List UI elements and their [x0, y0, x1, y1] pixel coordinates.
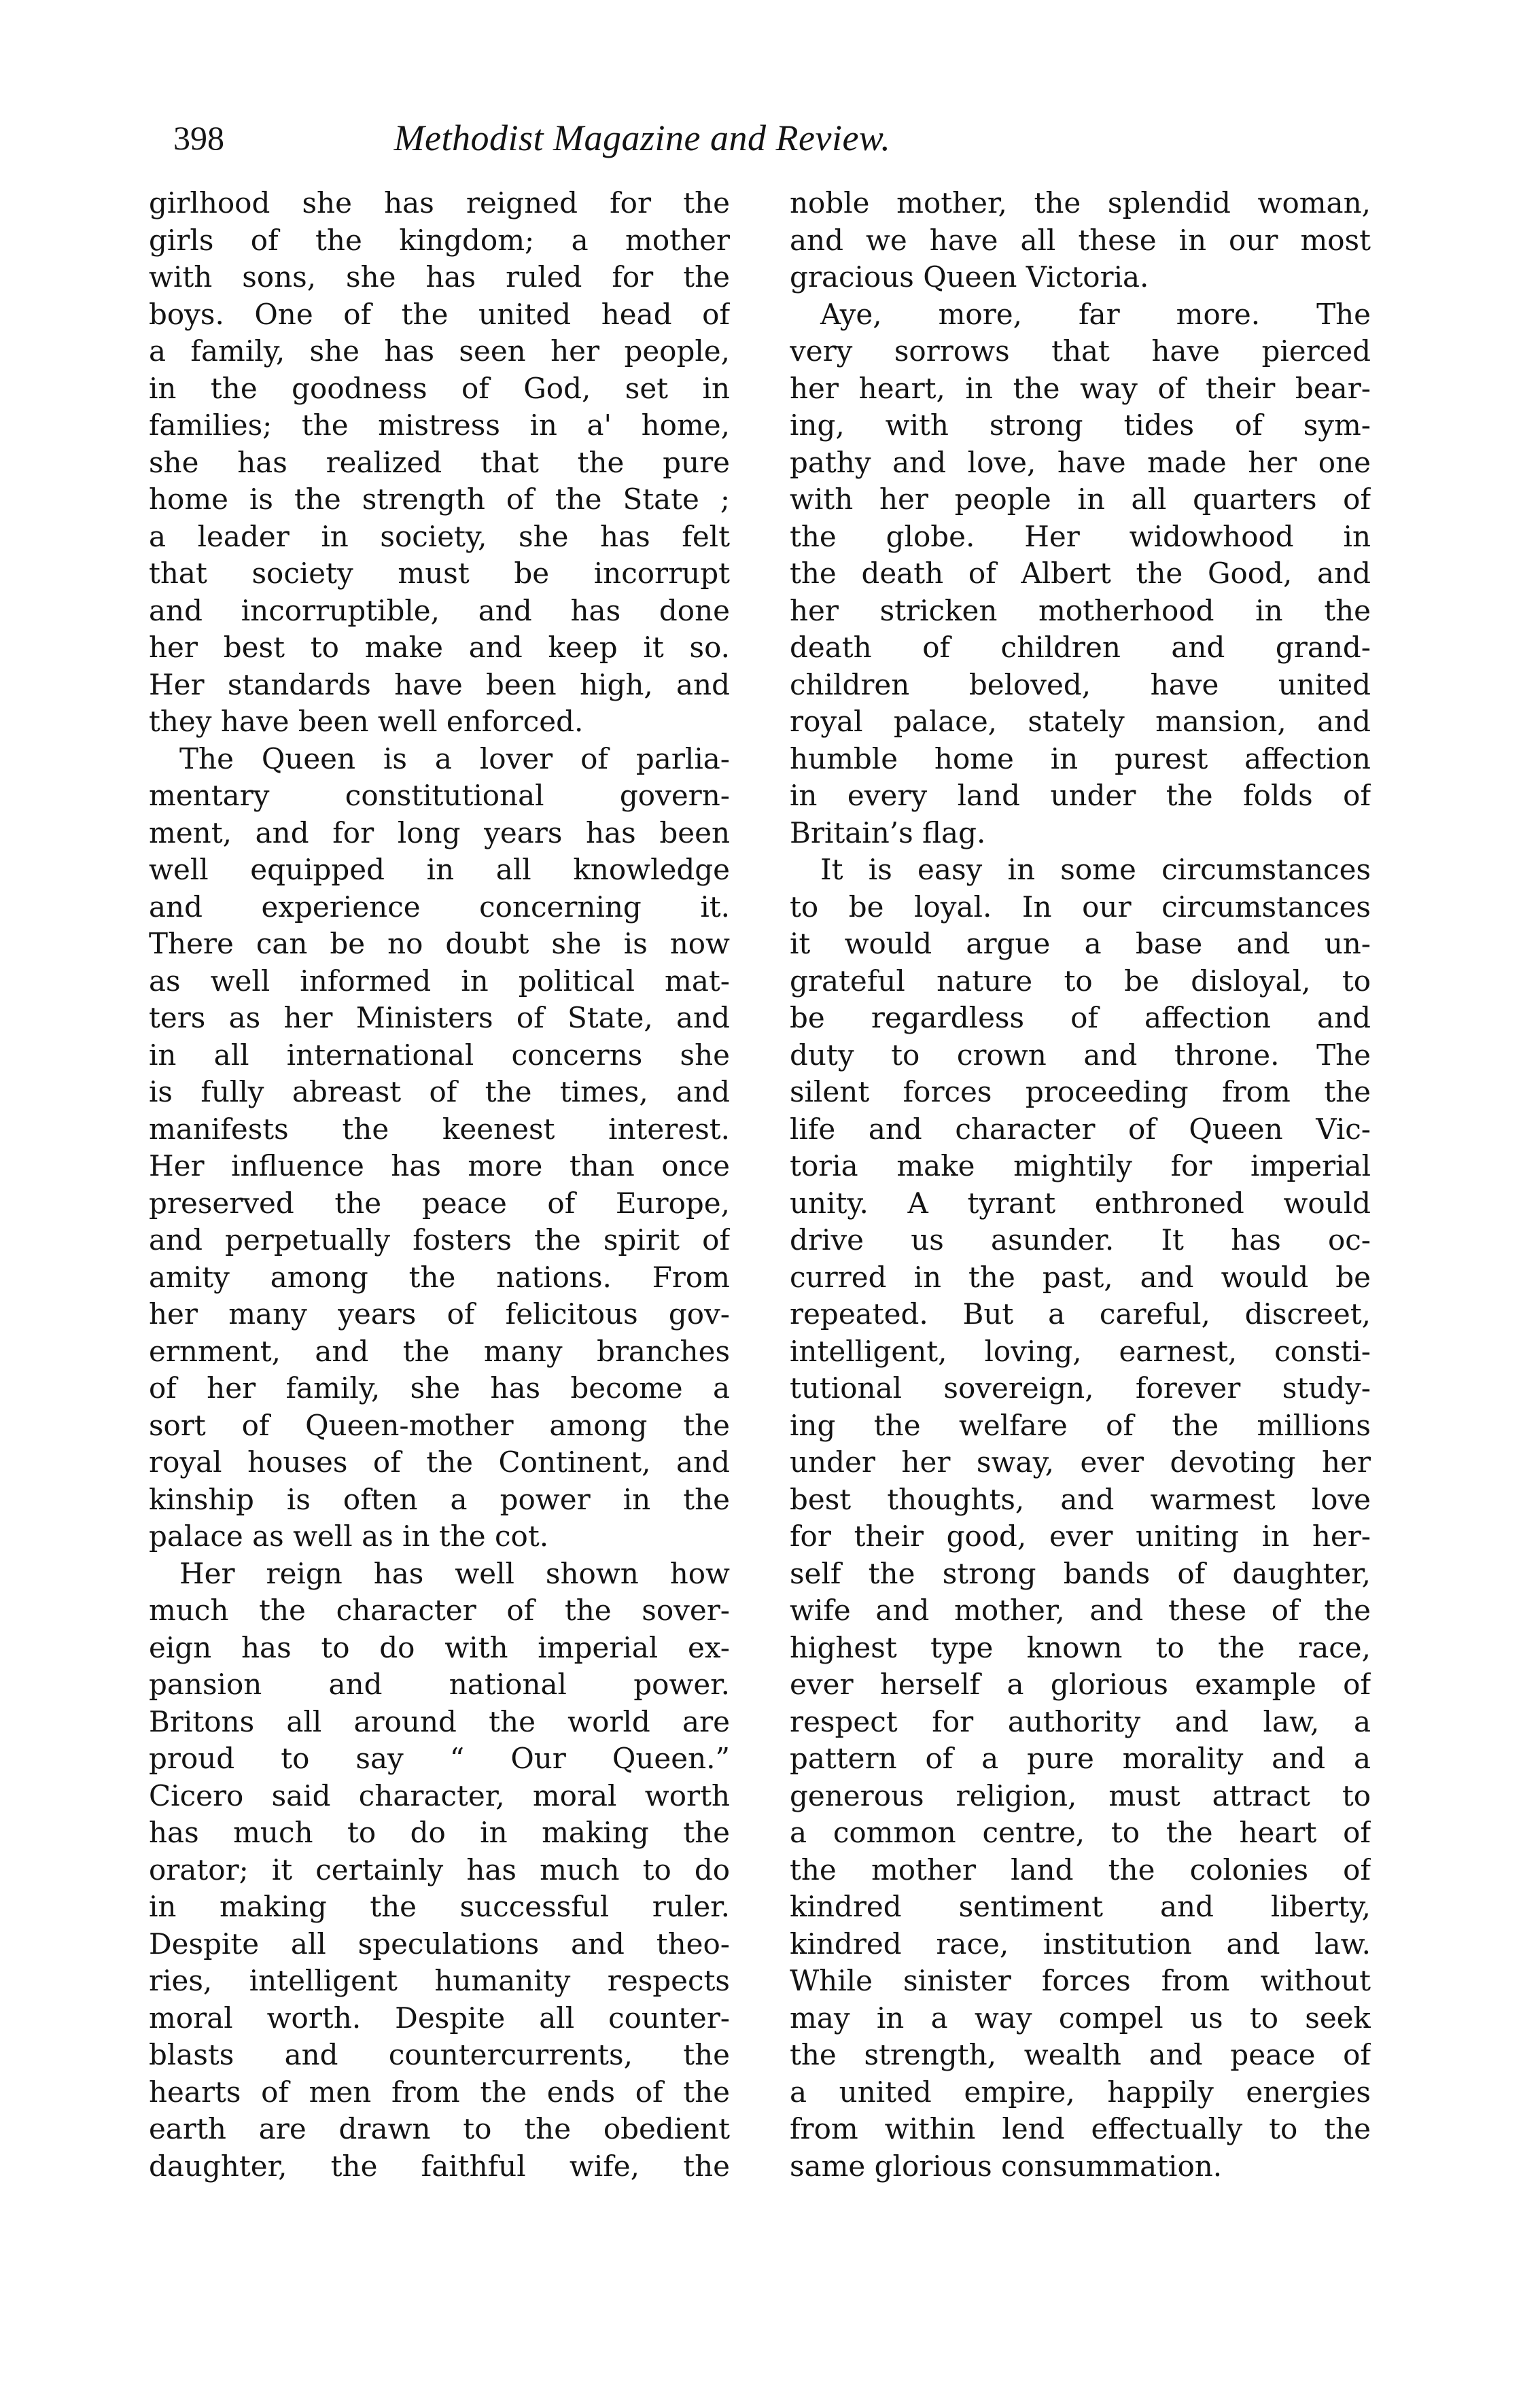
text-line: gracious Queen Victoria.	[790, 260, 1149, 294]
text-line: the death of Albert the Good, and	[790, 557, 1371, 590]
text-line: in making the successful ruler.	[149, 1890, 730, 1923]
text-line: Cicero said character, moral worth	[149, 1778, 730, 1812]
text-line: her stricken motherhood in the	[790, 593, 1371, 627]
journal-title: Methodist Magazine and Review.	[393, 118, 891, 158]
text-line: life and character of Queen Vic-	[790, 1112, 1371, 1146]
text-line: ters as her Ministers of State, and	[149, 1001, 730, 1034]
text-line: her many years of felicitous gov-	[149, 1297, 730, 1331]
text-line: noble mother, the splendid woman,	[790, 186, 1371, 220]
text-line: Britain’s flag.	[790, 815, 986, 849]
text-line: her heart, in the way of their bear-	[790, 371, 1371, 405]
text-line: in the goodness of God, set in	[149, 371, 730, 405]
text-line: kinship is often a power in the	[149, 1482, 730, 1516]
text-line: with her people in all quarters of	[790, 482, 1371, 516]
text-line: generous religion, must attract to	[790, 1778, 1371, 1812]
text-line: respect for authority and law, a	[790, 1704, 1371, 1738]
text-line: be regardless of affection and	[790, 1001, 1371, 1034]
text-line: unity. A tyrant enthroned would	[790, 1186, 1371, 1220]
text-line: of her family, she has become a	[149, 1371, 730, 1405]
text-line: palace as well as in the cot.	[149, 1520, 549, 1553]
text-line: with sons, she has ruled for the	[149, 260, 730, 294]
text-line: It is easy in some circumstances	[820, 853, 1371, 886]
text-line: Her influence has more than once	[149, 1149, 730, 1182]
text-line: the mother land the colonies of	[790, 1853, 1371, 1886]
text-line: silent forces proceeding from the	[790, 1075, 1371, 1108]
text-line: children beloved, have united	[790, 667, 1371, 701]
text-line: she has realized that the pure	[149, 445, 730, 479]
text-line: earth are drawn to the obedient	[149, 2112, 730, 2145]
text-line: families; the mistress in a' home,	[149, 408, 730, 442]
text-line: kindred sentiment and liberty,	[790, 1890, 1371, 1923]
text-line: a common centre, to the heart of	[790, 1816, 1371, 1849]
text-line: preserved the peace of Europe,	[149, 1186, 730, 1220]
text-line: ries, intelligent humanity respects	[149, 1964, 730, 1997]
text-line: highest type known to the race,	[790, 1630, 1371, 1664]
text-line: and perpetually fosters the spirit of	[149, 1223, 730, 1257]
text-line: orator; it certainly has much to do	[149, 1853, 730, 1886]
text-line: best thoughts, and warmest love	[790, 1482, 1371, 1516]
text-line: under her sway, ever devoting her	[790, 1445, 1371, 1479]
text-line: well equipped in all knowledge	[149, 853, 730, 886]
text-line: royal palace, stately mansion, and	[790, 705, 1371, 738]
text-line: intelligent, loving, earnest, consti-	[790, 1334, 1371, 1368]
text-line: for their good, ever uniting in her-	[790, 1520, 1371, 1553]
text-line: as well informed in political mat-	[149, 964, 730, 998]
text-line: toria make mightily for imperial	[790, 1149, 1371, 1182]
text-line: sort of Queen-mother among the	[149, 1408, 730, 1442]
right-column	[790, 185, 1371, 2185]
text-line: a family, she has seen her people,	[149, 334, 730, 368]
text-line: humble home in purest affection	[790, 741, 1371, 775]
text-line: may in a way compel us to seek	[790, 2001, 1371, 2035]
text-line: ing, with strong tides of sym-	[790, 408, 1371, 442]
text-line: daughter, the faithful wife, the	[149, 2149, 730, 2183]
text-line: drive us asunder. It has oc-	[790, 1223, 1371, 1257]
text-line: in all international concerns she	[149, 1038, 730, 1072]
text-line: grateful nature to be disloyal, to	[790, 964, 1371, 998]
text-line: and incorruptible, and has done	[149, 593, 730, 627]
text-line: to be loyal. In our circumstances	[790, 890, 1371, 924]
text-line: the strength, wealth and peace of	[790, 2038, 1371, 2071]
text-line: royal houses of the Continent, and	[149, 1445, 730, 1479]
text-line: duty to crown and throne. The	[790, 1038, 1371, 1072]
text-line: curred in the past, and would be	[790, 1260, 1371, 1294]
text-line: eign has to do with imperial ex-	[149, 1630, 730, 1664]
text-line: and experience concerning it.	[149, 890, 730, 924]
text-line: proud to say “ Our Queen.”	[149, 1742, 730, 1775]
text-line: the globe. Her widowhood in	[790, 519, 1371, 553]
text-line: amity among the nations. From	[149, 1260, 730, 1294]
text-line: pansion and national power.	[149, 1668, 730, 1701]
text-line: While sinister forces from without	[790, 1964, 1371, 1997]
text-line: death of children and grand-	[790, 631, 1371, 664]
text-line: in every land under the folds of	[790, 779, 1371, 812]
text-line: very sorrows that have pierced	[790, 334, 1371, 368]
text-line: ever herself a glorious example of	[790, 1668, 1371, 1701]
text-line: Her reign has well shown how	[179, 1556, 730, 1590]
text-line: Her standards have been high, and	[149, 667, 730, 701]
text-line: Despite all speculations and theo-	[149, 1927, 730, 1961]
text-line: The Queen is a lover of parlia-	[179, 741, 730, 775]
text-line: hearts of men from the ends of the	[149, 2075, 730, 2109]
text-line: they have been well enforced.	[149, 705, 584, 738]
text-line: ment, and for long years has been	[149, 815, 730, 849]
text-line: blasts and countercurrents, the	[149, 2038, 730, 2071]
text-line: from within lend effectually to the	[790, 2112, 1371, 2145]
text-line: home is the strength of the State ;	[149, 482, 730, 516]
text-line: self the strong bands of daughter,	[790, 1556, 1371, 1590]
text-line: pathy and love, have made her one	[790, 445, 1371, 479]
text-line: pattern of a pure morality and a	[790, 1742, 1371, 1775]
text-line: it would argue a base and un-	[790, 927, 1371, 960]
text-line: There can be no doubt she is now	[149, 927, 730, 960]
text-line: ing the welfare of the millions	[790, 1408, 1371, 1442]
text-line: manifests the keenest interest.	[149, 1112, 730, 1146]
text-line: Britons all around the world are	[149, 1704, 730, 1738]
page-number: 398	[173, 119, 224, 157]
text-line: kindred race, institution and law.	[790, 1927, 1371, 1961]
text-line: ernment, and the many branches	[149, 1334, 730, 1368]
text-line: girls of the kingdom; a mother	[149, 223, 730, 257]
text-line: has much to do in making the	[149, 1816, 730, 1849]
text-line: and we have all these in our most	[790, 223, 1371, 257]
text-line: girlhood she has reigned for the	[149, 186, 730, 220]
running-head	[173, 114, 1111, 162]
text-line: her best to make and keep it so.	[149, 631, 730, 664]
text-line: tutional sovereign, forever study-	[790, 1371, 1371, 1405]
text-line: repeated. But a careful, discreet,	[790, 1297, 1371, 1331]
text-line: same glorious consummation.	[790, 2149, 1223, 2183]
text-line: a leader in society, she has felt	[149, 519, 730, 553]
text-line: Aye, more, far more. The	[820, 297, 1371, 331]
text-line: moral worth. Despite all counter-	[149, 2001, 730, 2035]
text-line: much the character of the sover-	[149, 1594, 730, 1627]
left-column	[149, 185, 730, 2185]
text-line: wife and mother, and these of the	[790, 1594, 1371, 1627]
text-line: boys. One of the united head of	[149, 297, 730, 331]
text-line: that society must be incorrupt	[149, 557, 730, 590]
text-line: is fully abreast of the times, and	[149, 1075, 730, 1108]
text-line: a united empire, happily energies	[790, 2075, 1371, 2109]
text-line: mentary constitutional govern-	[149, 779, 730, 812]
